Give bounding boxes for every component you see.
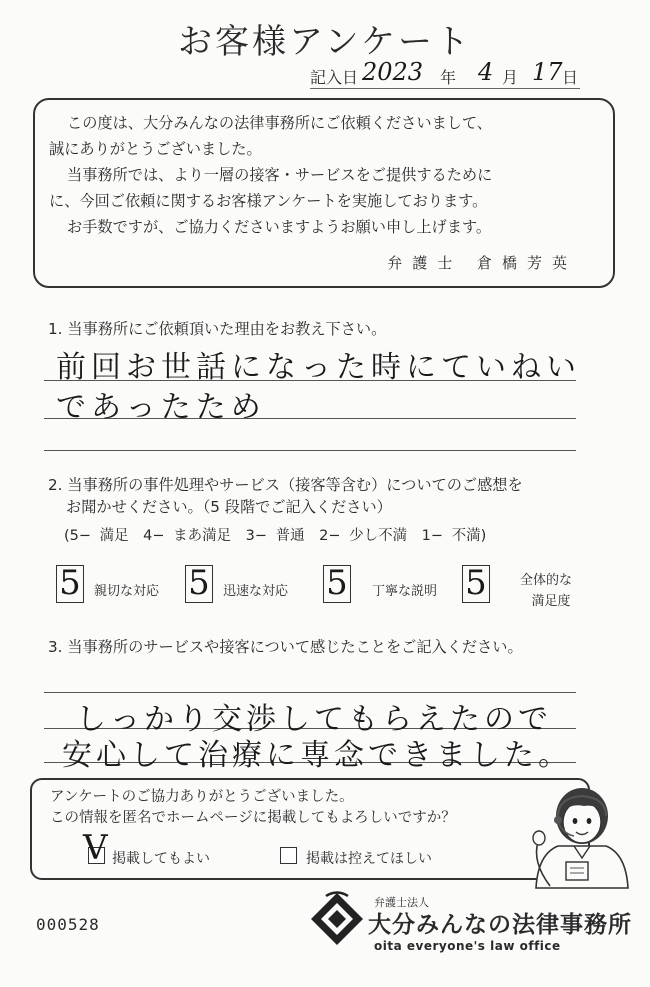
year-unit: 年 — [440, 68, 457, 87]
date-year[interactable]: 2023 — [362, 58, 424, 86]
rating-box-overall[interactable] — [462, 565, 490, 603]
answer-line — [44, 692, 576, 693]
day-unit: 日 — [562, 68, 579, 87]
law-office-logo-icon — [308, 890, 366, 948]
intro-line: お手数ですが、ご協力くださいますようお願い申し上げます。 — [67, 218, 492, 236]
intro-line: 誠にありがとうございました。 — [49, 140, 262, 158]
rating-kindness-value: 5 — [59, 563, 81, 603]
question-1: 1. 当事務所にご依頼頂いた理由をお教え下さい。 — [48, 320, 387, 338]
rating-box-speed[interactable] — [185, 565, 213, 603]
date-day[interactable]: 17 — [532, 58, 563, 86]
answer-3-text[interactable]: しっかり交渉してもらえたので — [76, 702, 552, 737]
intro-box — [33, 98, 615, 288]
rating-overall-label-line: 満足度 — [531, 594, 571, 609]
decline-publish-checkbox[interactable] — [280, 847, 297, 864]
question-2: 2. 当事務所の事件処理やサービス（接客等含む）についてのご感想を — [48, 476, 523, 494]
survey-number: 000528 — [36, 915, 100, 934]
intro-line: この度は、大分みんなの法律事務所にご依頼くださいまして、 — [67, 114, 492, 132]
lawyer-signature: 弁護士 倉橋芳英 — [387, 254, 577, 272]
rating-explanation-value: 5 — [326, 563, 348, 603]
check-mark: V — [83, 828, 108, 868]
rating-scale: (5− 満足 4− まあ満足 3− 普通 2− 少し不満 1− 不満) — [64, 528, 487, 544]
firm-type: 弁護士法人 — [374, 896, 429, 909]
date-label: 記入日 — [310, 68, 359, 87]
decline-publish-label: 掲載は控えてほしい — [306, 851, 432, 867]
firm-name-english: oita everyone's law office — [374, 939, 561, 953]
intro-line: 当事務所では、より一層の接客・サービスをご提供するために — [67, 166, 493, 184]
thanks-text: アンケートのご協力ありがとうございました。 — [50, 789, 354, 805]
answer-3-text[interactable]: 安心して治療に専念できました。 — [62, 738, 572, 773]
entry-date — [310, 58, 600, 92]
rating-explanation-label: 丁寧な説明 — [372, 584, 438, 599]
month-unit: 月 — [502, 68, 519, 87]
rating-box-explanation[interactable] — [323, 565, 351, 603]
intro-line: に、今回ご依頼に関するお客様アンケートを実施しております。 — [49, 192, 488, 210]
firm-name: 大分みんなの法律事務所 — [368, 912, 632, 938]
rating-kindness-label: 親切な対応 — [94, 584, 160, 599]
rating-overall-value: 5 — [465, 563, 487, 603]
rating-overall-label-line: 全体的な — [520, 573, 573, 588]
answer-1-text[interactable]: であったため — [56, 390, 266, 425]
allow-publish-label: 掲載してもよい — [112, 851, 210, 867]
rating-speed-label: 迅速な対応 — [223, 584, 289, 599]
question-2-cont: お聞かせください。（5 段階でご記入ください） — [66, 498, 392, 516]
date-month[interactable]: 4 — [478, 58, 494, 86]
answer-line — [44, 450, 576, 451]
date-underline — [310, 88, 580, 89]
rating-speed-value: 5 — [188, 563, 210, 603]
survey-title: お客様アンケート — [178, 22, 472, 62]
receptionist-illustration — [528, 776, 634, 894]
rating-box-kindness[interactable] — [56, 565, 84, 603]
permission-question: この情報を匿名でホームページに掲載してもよろしいですか？ — [50, 810, 456, 826]
answer-1-text[interactable]: 前回お世話になった時にていねい — [56, 350, 581, 385]
question-3: 3. 当事務所のサービスや接客について感じたことをご記入ください。 — [48, 638, 523, 656]
rating-overall-label — [520, 569, 572, 609]
